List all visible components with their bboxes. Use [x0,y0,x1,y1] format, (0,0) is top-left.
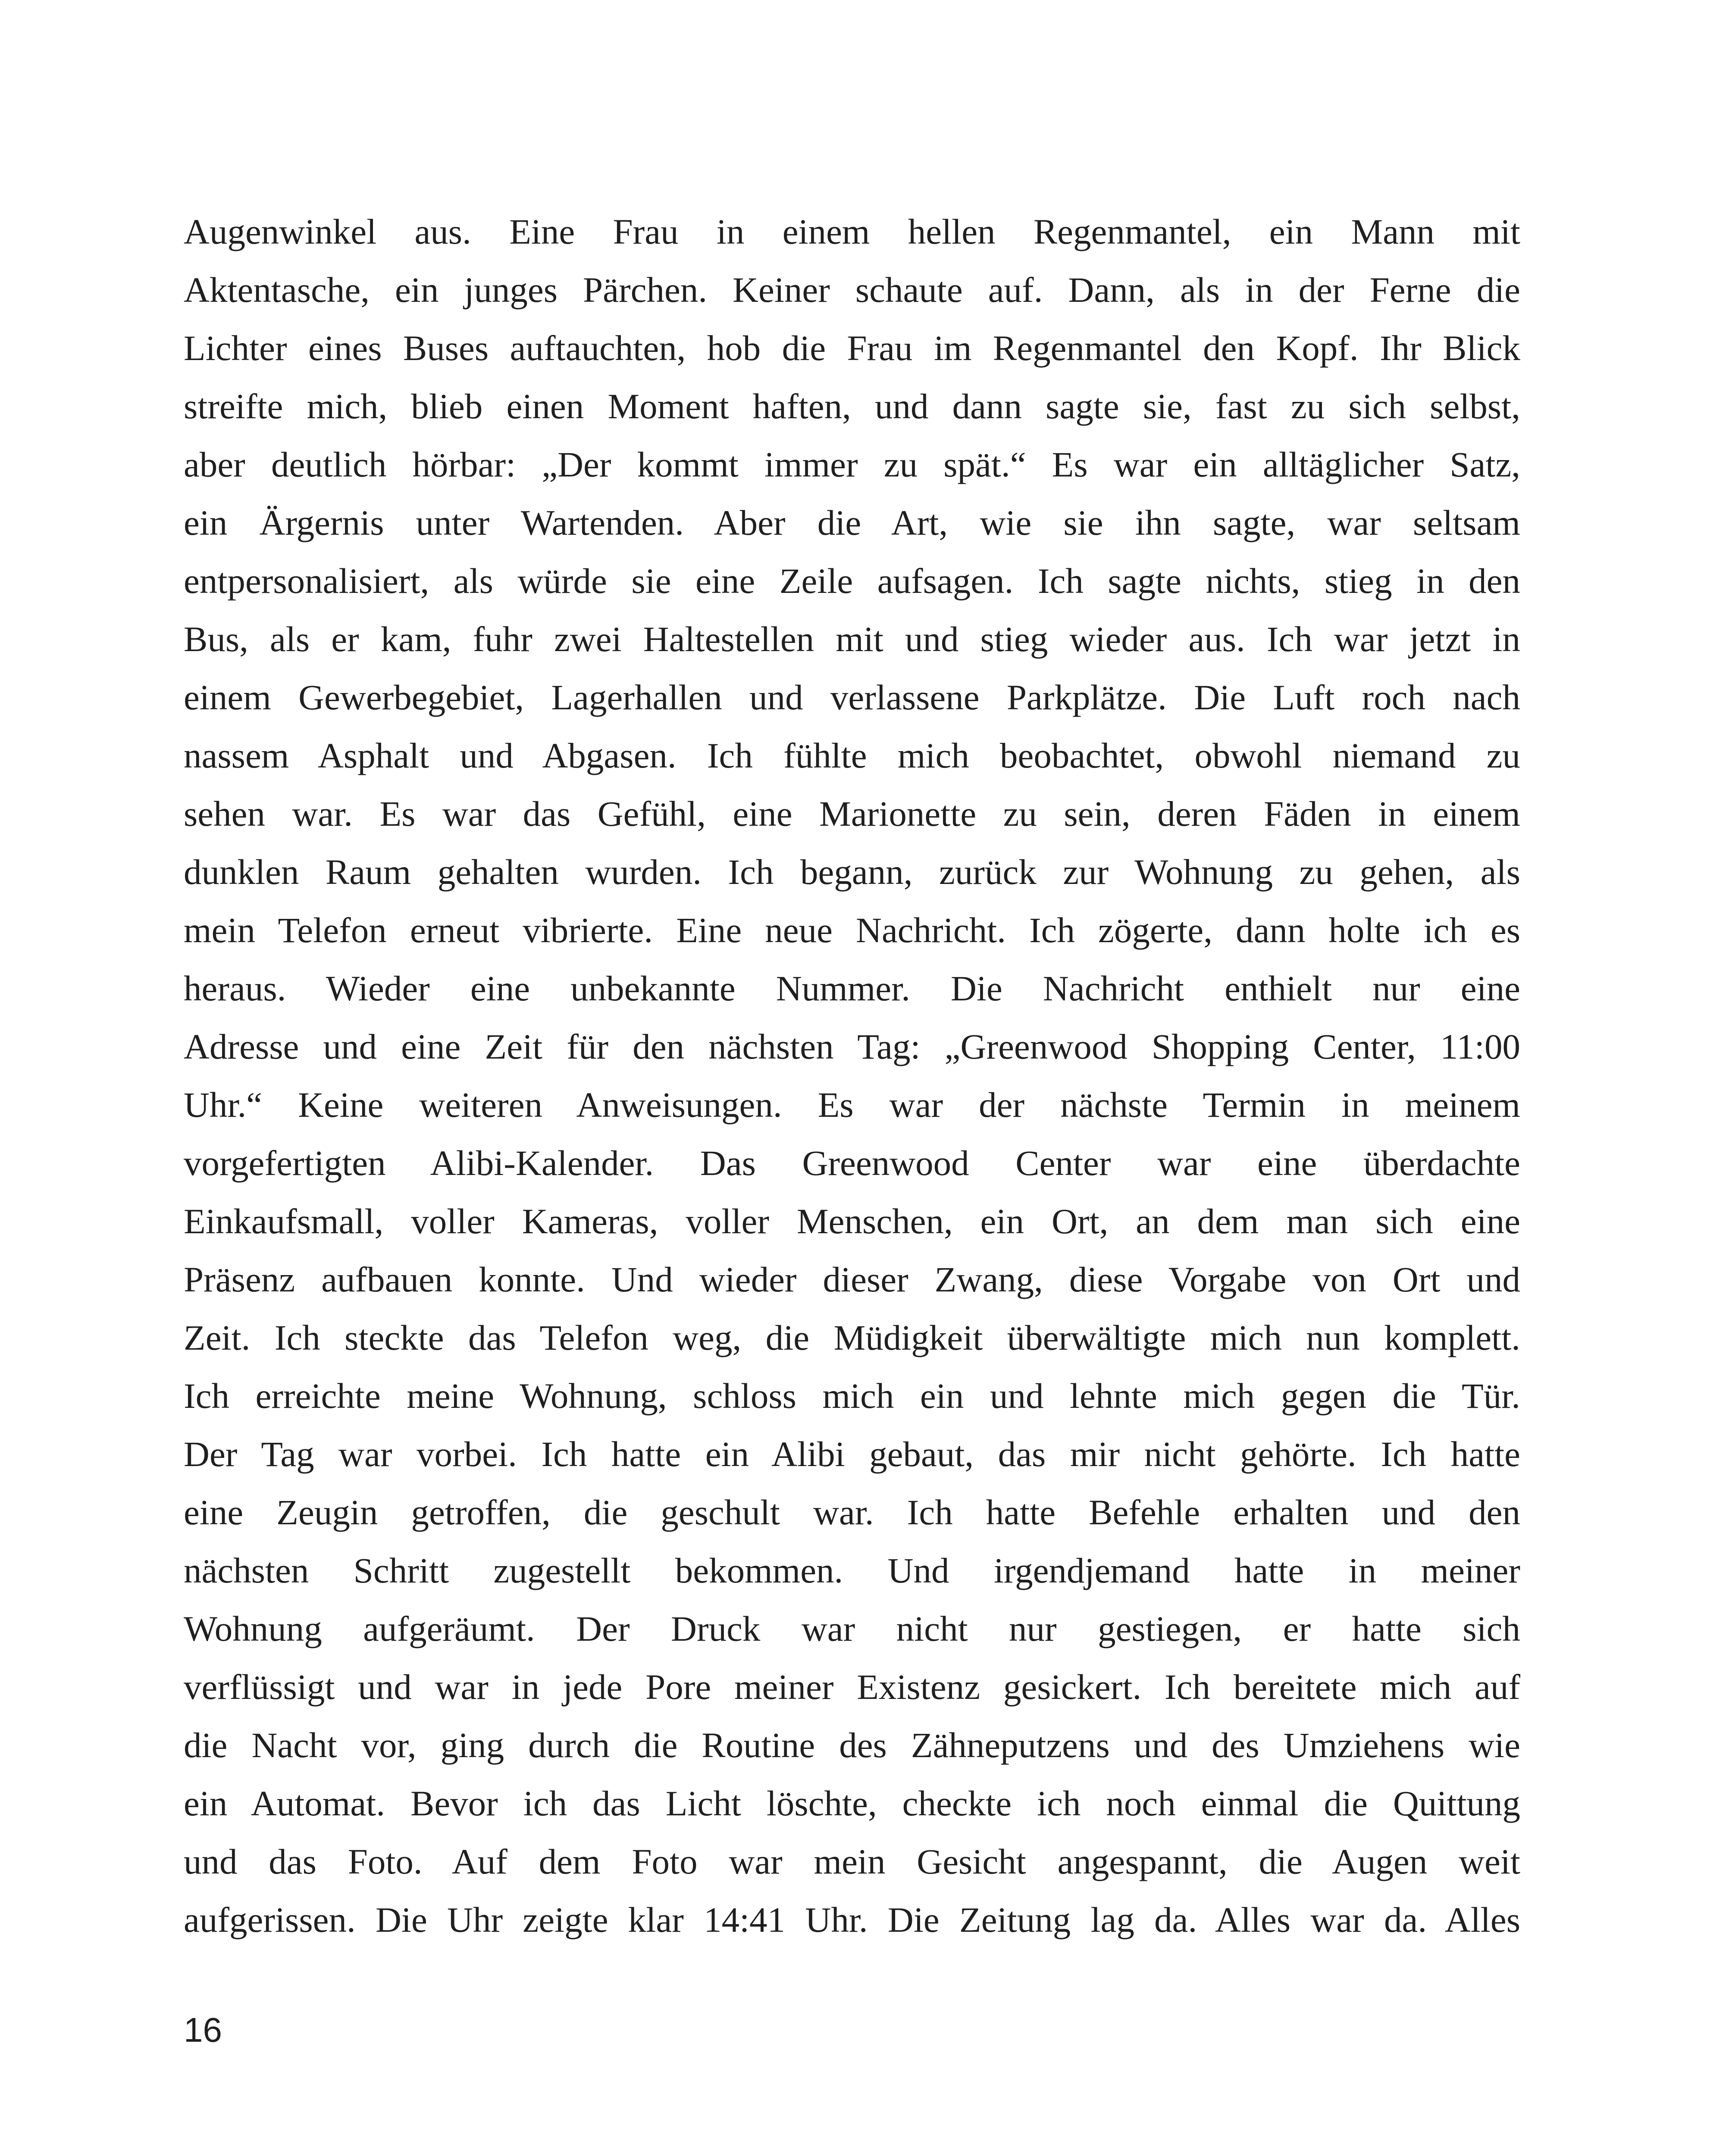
text-line: dunklen Raum gehalten wurden. Ich begann, zurück zur Wohnung zu gehen, als [184,852,1520,892]
text-line: und das Foto. Auf dem Foto war mein Gesicht angespannt, die Augen weit [184,1842,1520,1881]
text-line: ein Automat. Bevor ich das Licht löschte, checkte ich noch einmal die Quittung [184,1783,1520,1823]
text-line: ein Ärgernis unter Wartenden. Aber die Art, wie sie ihn sagte, war seltsam [184,503,1520,542]
text-line: die Nacht vor, ging durch die Routine des Zähneputzens und des Umziehens wie [184,1725,1520,1765]
text-line: nassem Asphalt und Abgasen. Ich fühlte mich beobachtet, obwohl niemand zu [184,736,1520,775]
text-line: Der Tag war vorbei. Ich hatte ein Alibi gebaut, das mir nicht gehörte. Ich hatte [184,1434,1520,1474]
text-line: entpersonalisiert, als würde sie eine Zeile aufsagen. Ich sagte nichts, stieg in den [184,561,1520,601]
text-line: Einkaufsmall, voller Kameras, voller Menschen, ein Ort, an dem man sich eine [184,1201,1520,1241]
text-line: Aktentasche, ein junges Pärchen. Keiner schaute auf. Dann, als in der Ferne die [184,270,1520,310]
text-line: Uhr.“ Keine weiteren Anweisungen. Es war der nächste Termin in meinem [184,1085,1520,1125]
text-line: eine Zeugin getroffen, die geschult war. Ich hatte Befehle erhalten und den [184,1492,1520,1532]
body-text [184,203,1520,1949]
text-line: Zeit. Ich steckte das Telefon weg, die Müdigkeit überwältigte mich nun komplett. [184,1318,1520,1357]
text-line: Wohnung aufgeräumt. Der Druck war nicht nur gestiegen, er hatte sich [184,1609,1520,1648]
text-line: Adresse und eine Zeit für den nächsten Tag: „Greenwood Shopping Center, 11:00 [184,1027,1520,1066]
text-line: Präsenz aufbauen konnte. Und wieder dieser Zwang, diese Vorgabe von Ort und [184,1260,1520,1299]
text-line: nächsten Schritt zugestellt bekommen. Und irgendjemand hatte in meiner [184,1551,1520,1590]
text-line: vorgefertigten Alibi-Kalender. Das Greenwood Center war eine überdachte [184,1143,1520,1183]
text-line: aber deutlich hörbar: „Der kommt immer zu spät.“ Es war ein alltäglicher Satz, [184,445,1520,484]
text-line: Lichter eines Buses auftauchten, hob die Frau im Regenmantel den Kopf. Ihr Blick [184,328,1520,368]
text-line: verflüssigt und war in jede Pore meiner Existenz gesickert. Ich bereitete mich auf [184,1667,1520,1707]
text-line: Ich erreichte meine Wohnung, schloss mich ein und lehnte mich gegen die Tür. [184,1376,1520,1416]
text-line: Augenwinkel aus. Eine Frau in einem hellen Regenmantel, ein Mann mit [184,212,1520,251]
text-line: mein Telefon erneut vibrierte. Eine neue Nachricht. Ich zögerte, dann holte ich es [184,910,1520,950]
text-line: streifte mich, blieb einen Moment haften, und dann sagte sie, fast zu sich selbst, [184,386,1520,426]
page-number: 16 [184,2011,222,2049]
text-line: Bus, als er kam, fuhr zwei Haltestellen mit und stieg wieder aus. Ich war jetzt in [184,619,1520,659]
text-line: sehen war. Es war das Gefühl, eine Marionette zu sein, deren Fäden in einem [184,794,1520,834]
text-line: aufgerissen. Die Uhr zeigte klar 14:41 Uhr. Die Zeitung lag da. Alles war da. Alles [184,1900,1520,1940]
text-line: heraus. Wieder eine unbekannte Nummer. Die Nachricht enthielt nur eine [184,968,1520,1008]
text-line: einem Gewerbegebiet, Lagerhallen und verlassene Parkplätze. Die Luft roch nach [184,677,1520,717]
